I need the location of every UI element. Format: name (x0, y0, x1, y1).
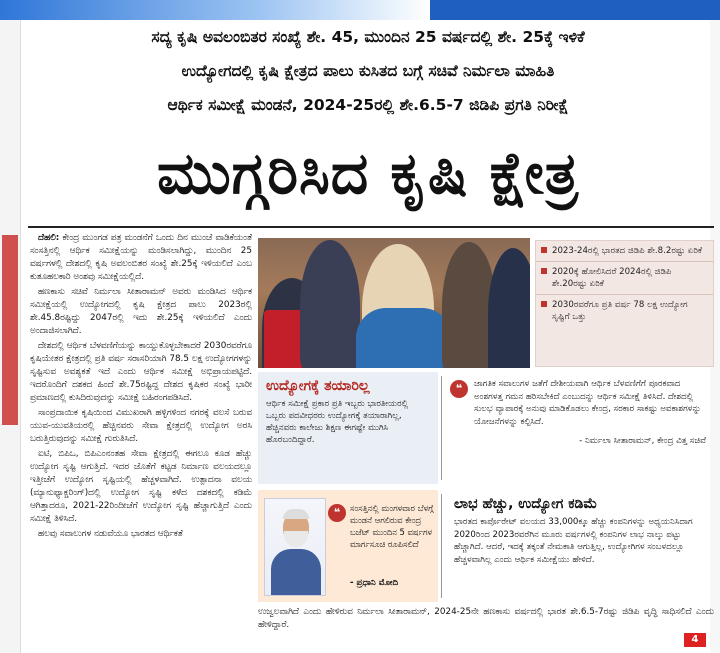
not-job-ready-box (258, 372, 438, 484)
portrait-body (271, 549, 321, 596)
profit-jobs-box (446, 490, 714, 602)
article-paragraph-3: ದೇಶದಲ್ಲಿ ಆರ್ಥಿಕ ಬೆಳವಣಿಗೆಯನ್ನು ಕಾಯ್ದುಕೊಳ್ಳಬೇಕಾದರೆ 2030ರವರೆಗೂ ಕೃಷಿಯೇತರ ಕ್ಷೇತ್ರದಲ್ಲಿ ಪ್ರತಿ ವರ್ಷ ಸರಾಸರಿಯಾಗಿ 78.5 ಲಕ್ಷ ಉದ್ಯೋಗಗಳನ್ನು ಸೃಷ್ಟಿಸುವ ಅವಶ್ಯಕತೆ ಇದೆ ಎಂದು ಆರ್ಥಿಕ ಸಮೀಕ್ಷೆ ಅಭಿಪ್ರಾಯಪಟ್ಟಿದೆ. ಇದರೊಂದಿಗೆ ದಶಕದ ಹಿಂದೆ ಶೇ.75ರಷ್ಟಿದ್ದ ದೇಶದ ಕೃಷಿಕರ ಸಂಖ್ಯೆ ಭಾರೀ ಪ್ರಮಾಣದಲ್ಲಿ ಕುಸಿದಿರುವುದನ್ನು ಸಮೀಕ್ಷೆ ಬಹಿರಂಗಪಡಿಸಿದೆ. (30, 341, 252, 403)
bullet-square-icon (541, 301, 547, 307)
highlight-item: 2020ಕ್ಕೆ ಹೋಲಿಸಿದರೆ 2024ರಲ್ಲಿ ಜಿಡಿಪಿ ಶೇ.20ರಷ್ಟು ಏರಿಕೆ (536, 262, 713, 295)
column-divider (441, 376, 442, 480)
article-paragraph-4: ಸಾಂಪ್ರದಾಯಿಕ ಕೃಷಿಯಿಂದ ವಿಮುಖರಾಗಿ ಹಳ್ಳಿಗಳಿಂದ ನಗರಕ್ಕೆ ವಲಸೆ ಬರುವ ಯುವ-ಯುವತಿಯರಲ್ಲಿ ಹೆಚ್ಚಿನವರು ಸೇವಾ ಕ್ಷೇತ್ರದಲ್ಲಿ ಉದ್ಯೋಗ ಅರಸಿ ಬರುತ್ತಿರುವುದನ್ನು ಸಮೀಕ್ಷೆ ಗುರುತಿಸಿದೆ. (30, 408, 252, 444)
page-number-badge: 4 (684, 633, 706, 647)
main-headline: ಮುಗ್ಗರಿಸಿದ ಕೃಷಿ ಕ್ಷೇತ್ರ (157, 139, 579, 207)
highlights-box (535, 240, 714, 367)
minister-signature: - ನಿರ್ಮಲಾ ಸೀತಾರಾಮನ್, ಕೇಂದ್ರ ವಿತ್ತ ಸಚಿವೆ (579, 436, 706, 446)
pm-quote-attribution: - ಪ್ರಧಾನಿ ಮೋದಿ (350, 578, 399, 588)
headline-rule (28, 226, 714, 228)
highlight-item: 2030ರವರೆಗೂ ಪ್ರತಿ ವರ್ಷ 78 ಲಕ್ಷ ಉದ್ಯೋಗ ಸೃಷ್ಟಿಗೆ ಒತ್ತು (536, 295, 713, 327)
article-body-column (30, 232, 252, 642)
minister-quote-text: ❝ ಜಾಗತಿಕ ಸವಾಲುಗಳ ಜತೆಗೆ ದೇಶೀಯವಾಗಿ ಆರ್ಥಿಕ ಬೆಳವಣಿಗೆಗೆ ಪೂರಕವಾದ ಅಂಶಗಳತ್ತ ಗಮನ ಹರಿಸಬೇಕಿದೆ ಎಂಬುದನ್ನು ಆರ್ಥಿಕ ಸಮೀಕ್ಷೆ ತಿಳಿಸಿದೆ. ದೇಶದಲ್ಲಿ ಸುಲಭ ವ್ಯಾಪಾರಕ್ಕೆ ಅನುವು ಮಾಡಿಕೊಡಲು ಕೇಂದ್ರ, ಸರಕಾರ ಸಾಕಷ್ಟು ಅವಕಾಶಗಳನ್ನು ಯೋಜನೆಗಳನ್ನು ಕಲ್ಪಿಸಿದೆ. (446, 372, 714, 430)
profit-jobs-text: ಭಾರತದ ಕಾರ್ಪೊರೇಟ್ ವಲಯದ 33,000ಕ್ಕೂ ಹೆಚ್ಚು ಕಂಪನಿಗಳನ್ನು ಅಧ್ಯಯನಿಸಿದಾಗ 2020ರಿಂದ 2023ರವರೆಗಿನ ಮೂರು ವರ್ಷಗಳಲ್ಲಿ ಕಂಪನಿಗಳ ಲಾಭ ನಾಲ್ಕು ಪಟ್ಟು ಹೆಚ್ಚಾಗಿದೆ. ಆದರೆ, ಇದಕ್ಕೆ ತಕ್ಕಂತೆ ನೇಮಕಾತಿ ಆಗುತ್ತಿಲ್ಲ, ಉದ್ಯೋಗಿಗಳ ಸಂಬಳದಲ್ಲೂ ಹೆಚ್ಚಳವಾಗಿಲ್ಲ ಎಂದು ಆರ್ಥಿಕ ಸಮೀಕ್ಷೆಯು ಹೇಳಿದೆ. (454, 517, 693, 565)
article-paragraph-6: ಹಲವು ಸವಾಲುಗಳ ನಡುವೆಯೂ ಭಾರತದ ಆರ್ಥಿಕತೆ (38, 529, 183, 539)
photo-figure-center-saree (356, 308, 452, 368)
photo-figure-man (300, 240, 360, 368)
pm-quote-text: ಸಂಸತ್ತಿನಲ್ಲಿ ಮಂಗಳವಾರ ಬೆಳಗ್ಗೆ ಮಂಡನೆ ಆಗಲಿರುವ ಕೇಂದ್ರ ಬಜೆಟ್ ಮುಂದಿನ 5 ವರ್ಷಗಳ ಮಾರ್ಗಸೂಚಿ ರೂಪಿಸಲಿದೆ (350, 503, 434, 549)
top-band-gradient (0, 0, 430, 20)
kicker-line-3: ಆರ್ಥಿಕ ಸಮೀಕ್ಷೆ ಮಂಡನೆ, 2024-25ರಲ್ಲಿ ಶೇ.6.5-7 ಜಿಡಿಪಿ ಪ್ರಗತಿ ನಿರೀಕ್ಷೆ (167, 96, 569, 114)
pm-quote-box (258, 490, 438, 602)
article-continuation: ಉಜ್ವಲವಾಗಿದೆ ಎಂದು ಹೇಳಿರುವ ನಿರ್ಮಲಾ ಸೀತಾರಾಮನ್, 2024-25ನೇ ಹಣಕಾಸು ವರ್ಷದಲ್ಲಿ ಭಾರತ ಶೇ.6.5-7ರಷ್ಟು ಜಿಡಿಪಿ ವೃದ್ಧಿ ಸಾಧಿಸಲಿದೆ ಎಂದು ಹೇಳಿದ್ದಾರೆ. (258, 607, 714, 630)
top-color-band (0, 0, 720, 20)
left-edge-strip (0, 20, 21, 653)
pm-portrait-image (264, 498, 326, 596)
article-paragraph-1: ದೆಹಲಿ: ಕೇಂದ್ರ ಮುಂಗಡ ಪತ್ರ ಮಂಡನೆಗೆ ಒಂದು ದಿನ ಮುಂಚೆ ವಾಡಿಕೆಯಂತೆ ಸಂಸತ್ತಿನಲ್ಲಿ ಆರ್ಥಿಕ ಸಮೀಕ್ಷೆಯನ್ನು ಮಂಡಿಸಲಾಗಿದ್ದು, ಮುಂದಿನ 25 ವರ್ಷಗಳಲ್ಲಿ ದೇಶದಲ್ಲಿ ಕೃಷಿ ಅವಲಂಬಿತರ ಸಂಖ್ಯೆ ಶೇ.25ಕ್ಕೆ ಇಳಿಯಲಿದೆ ಎಂಬ ಕುತೂಹಲಕಾರಿ ಅಂಶವು ಸಮೀಕ್ಷೆಯಲ್ಲಿದೆ. (30, 233, 252, 282)
minister-quote-box (446, 372, 714, 484)
article-paragraph-5: ಐಟಿ, ಬಿಪಿಒ, ಬಿಪಿಎಂನಂತಹ ಸೇವಾ ಕ್ಷೇತ್ರದಲ್ಲಿ ಈಗಲೂ ಕೂಡ ಹೆಚ್ಚು ಉದ್ಯೋಗ ಸೃಷ್ಟಿ ಆಗುತ್ತಿದೆ. ಇದರ ಜೊತೆಗೆ ಕಟ್ಟಡ ನಿರ್ಮಾಣ ವಲಯದಲ್ಲೂ ಇತ್ತೀಚೆಗೆ ಉದ್ಯೋಗ ಸೃಷ್ಟಿಯಲ್ಲಿ ಹೆಚ್ಚಳವಾಗಿದೆ. ಉತ್ಪಾದನಾ ವಲಯ (ಮ್ಯಾನುಫ್ಯಾಕ್ಚರಿಂಗ್)ದಲ್ಲಿ ಉದ್ಯೋಗ ಸೃಷ್ಟಿ ಕಳೆದ ದಶಕದಲ್ಲಿ ಕಡಿಮೆ ಆಗಿತ್ತಾದರೂ, 2021-22ರಿಂದೀಚೆಗೆ ಉದ್ಯೋಗ ಸೃಷ್ಟಿ ಹೆಚ್ಚಾಗುತ್ತಿದೆ ಎಂದು ಸಮೀಕ್ಷೆ ತಿಳಿಸಿದೆ. (30, 449, 252, 524)
bullet-square-icon (541, 247, 547, 253)
profit-jobs-heading: ಲಾಭ ಹೆಚ್ಚು, ಉದ್ಯೋಗ ಕಡಿಮೆ (454, 496, 598, 512)
photo-figure-far-right (488, 248, 530, 368)
quote-icon: ❝ (328, 504, 346, 522)
left-edge-red-block (2, 235, 18, 425)
quote-icon: ❝ (450, 380, 468, 398)
kicker-line-1: ಸದ್ಯ ಕೃಷಿ ಅವಲಂಬಿತರ ಸಂಖ್ಯೆ ಶೇ. 45, ಮುಂದಿನ 25 ವರ್ಷದಲ್ಲಿ ಶೇ. 25ಕ್ಕೆ ಇಳಿಕೆ (151, 28, 585, 46)
dateline: ದೆಹಲಿ: (38, 233, 60, 243)
not-job-ready-heading: ಉದ್ಯೋಗಕ್ಕೆ ತಯಾರಿಲ್ಲ (266, 378, 370, 394)
news-photo-finance-minister (258, 238, 530, 368)
portrait-hair (283, 509, 309, 519)
article-paragraph-2: ಹಣಕಾಸು ಸಚಿವೆ ನಿರ್ಮಲಾ ಸೀತಾರಾಮನ್ ಅವರು ಮಂಡಿಸಿದ ಆರ್ಥಿಕ ಸಮೀಕ್ಷೆಯಲ್ಲಿ ಉದ್ಯೋಗದಲ್ಲಿ ಕೃಷಿ ಕ್ಷೇತ್ರದ ಪಾಲು 2023ರಲ್ಲಿ ಶೇ.45.8ರಷ್ಟಿದ್ದು 2047ರಲ್ಲಿ ಇದು ಶೇ.25ಕ್ಕೆ ಇಳಿಯಲಿದೆ ಎಂದು ಅಂದಾಜಿಸಲಾಗಿದೆ. (30, 287, 252, 336)
highlight-item: 2023-24ರಲ್ಲಿ ಭಾರತದ ಜಿಡಿಪಿ ಶೇ.8.2ರಷ್ಟು ಏರಿಕೆ (536, 241, 713, 262)
column-divider (441, 494, 442, 598)
not-job-ready-text: ಆರ್ಥಿಕ ಸಮೀಕ್ಷೆ ಪ್ರಕಾರ ಪ್ರತಿ ಇಬ್ಬರು ಭಾರತೀಯರಲ್ಲಿ ಒಬ್ಬರು ಪದವೀಧರರು ಉದ್ಯೋಗಕ್ಕೆ ತಯಾರಾಗಿಲ್ಲ, ಹೆಚ್ಚಿನವರು ಕಾಲೇಜು ಶಿಕ್ಷಣ ಈಗಷ್ಟೇ ಮುಗಿಸಿ ಹೊರಬಂದಿದ್ದಾರೆ. (266, 399, 409, 445)
portrait-beard (284, 531, 308, 547)
bullet-square-icon (541, 268, 547, 274)
kicker-line-2: ಉದ್ಯೋಗದಲ್ಲಿ ಕೃಷಿ ಕ್ಷೇತ್ರದ ಪಾಲು ಕುಸಿತದ ಬಗ್ಗೆ ಸಚಿವೆ ನಿರ್ಮಲಾ ಮಾಹಿತಿ (181, 62, 555, 80)
